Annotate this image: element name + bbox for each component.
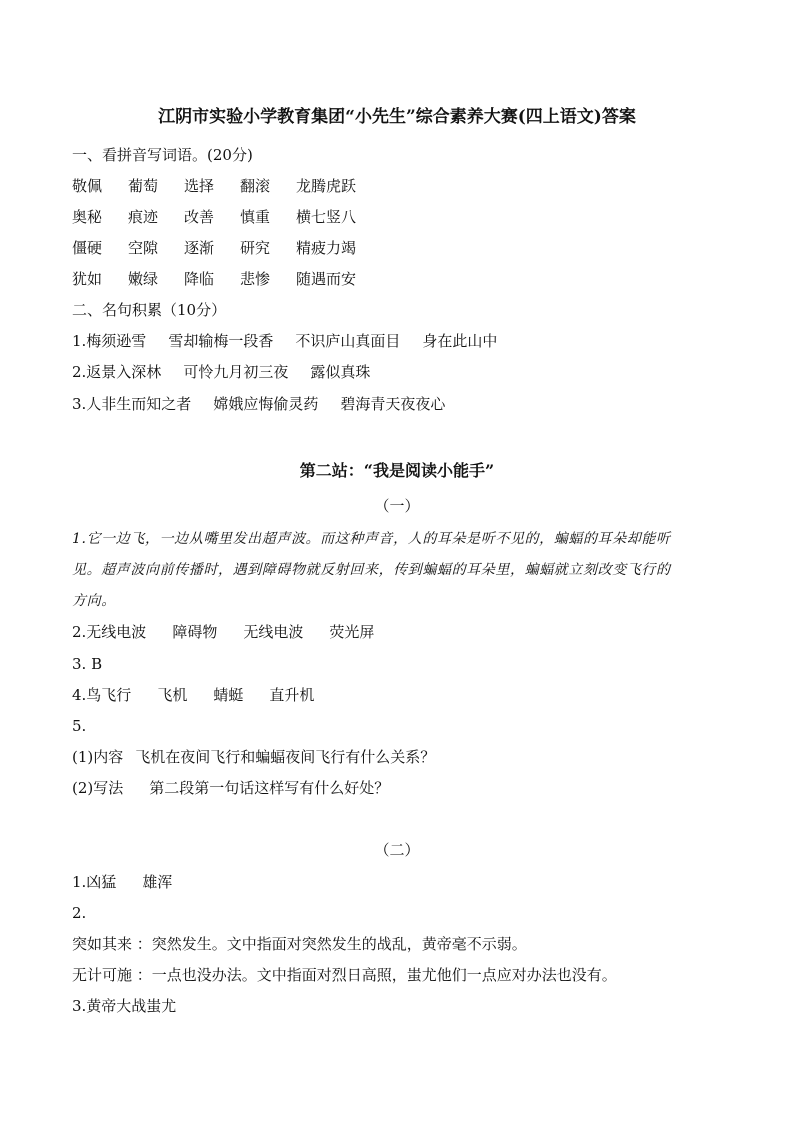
part1-q1-line-2: 见。超声波向前传播时，遇到障碍物就反射回来，传到蝙蝠的耳朵里，蝙蝠就立刻改变飞行的 <box>72 562 671 578</box>
section1-row-2 <box>72 207 356 227</box>
part1-label: （一） <box>374 497 420 515</box>
word: 研究 <box>240 239 271 257</box>
part1-q5b <box>72 778 389 798</box>
answer: 1.凶猛 <box>72 873 117 891</box>
answer: 雄浑 <box>142 873 173 891</box>
word: 僵硬 <box>72 239 103 257</box>
word: 空隙 <box>128 239 159 257</box>
section1-row-1 <box>72 176 356 196</box>
word: 翻滚 <box>240 177 271 195</box>
word: 龙腾虎跃 <box>296 177 357 195</box>
word: 随遇而安 <box>296 270 357 288</box>
part2-label: （二） <box>374 841 420 859</box>
section2-row-3 <box>72 394 445 414</box>
word: 精疲力竭 <box>296 239 357 257</box>
section2-row-2 <box>72 362 370 382</box>
answer: 直升机 <box>269 686 315 704</box>
label: (2)写法 <box>72 779 124 797</box>
document-title: 江阴市实验小学教育集团“小先生”综合素养大赛(四上语文)答案 <box>158 107 636 127</box>
word: 敬佩 <box>72 177 103 195</box>
section2-heading: 二、名句积累（10分） <box>72 301 227 319</box>
word: 奥秘 <box>72 208 103 226</box>
answer: 蜻蜓 <box>213 686 244 704</box>
word: 嫩绿 <box>128 270 159 288</box>
answer: 障碍物 <box>172 623 218 641</box>
phrase: 1.梅须逊雪 <box>72 332 147 350</box>
word: 痕迹 <box>128 208 159 226</box>
answer: 无线电波 <box>243 623 304 641</box>
phrase: 嫦娥应悔偷灵药 <box>213 395 319 413</box>
part1-q5a <box>72 747 435 767</box>
section1-row-4 <box>72 269 356 289</box>
word: 改善 <box>184 208 215 226</box>
part2-q3: 3.黄帝大战蚩尤 <box>72 997 177 1015</box>
answer: 飞机在夜间飞行和蝙蝠夜间飞行有什么关系？ <box>135 748 436 766</box>
part1-q1-line-3: 方向。 <box>72 593 116 609</box>
word: 葡萄 <box>128 177 159 195</box>
phrase: 3.人非生而知之者 <box>72 395 192 413</box>
word: 横七竖八 <box>296 208 357 226</box>
part2-q2: 2. <box>72 904 87 922</box>
phrase: 不识庐山真面目 <box>295 332 401 350</box>
station2-heading: 第二站：“我是阅读小能手” <box>299 461 495 480</box>
section2-row-1 <box>72 331 497 351</box>
part1-q3: 3. B <box>72 655 103 673</box>
part2-q2a: 突如其来 ：突然发生。文中指面对突然发生的战乱，黄帝毫不示弱。 <box>72 935 527 953</box>
part1-q2 <box>72 622 374 642</box>
answer: 第二段第一句话这样写有什么好处？ <box>149 779 390 797</box>
part1-q1-line-1: 1.它一边飞，一边从嘴里发出超声波。而这种声音，人的耳朵是听不见的，蝙蝠的耳朵却能听 <box>72 531 671 547</box>
word: 悲惨 <box>240 270 271 288</box>
word: 降临 <box>184 270 215 288</box>
section1-heading: 一、看拼音写词语。(20分) <box>72 146 253 164</box>
phrase: 身在此山中 <box>422 332 498 350</box>
phrase: 可怜九月初三夜 <box>183 363 289 381</box>
part1-q5: 5. <box>72 717 87 735</box>
part2-q1 <box>72 872 172 892</box>
part2-q2b: 无计可施 ：一点也没办法。文中指面对烈日高照，蚩尤他们一点应对办法也没有。 <box>72 966 617 984</box>
phrase: 露似真珠 <box>310 363 371 381</box>
word: 选择 <box>184 177 215 195</box>
part1-q4 <box>72 685 314 705</box>
phrase: 雪却输梅一段香 <box>168 332 274 350</box>
label: (1)内容 <box>72 748 124 766</box>
answer: 荧光屏 <box>329 623 375 641</box>
section1-row-3 <box>72 238 356 258</box>
answer: 飞机 <box>157 686 188 704</box>
answer: 2.无线电波 <box>72 623 147 641</box>
word: 逐渐 <box>184 239 215 257</box>
answer: 4.鸟飞行 <box>72 686 132 704</box>
word: 慎重 <box>240 208 271 226</box>
phrase: 2.返景入深林 <box>72 363 162 381</box>
word: 犹如 <box>72 270 103 288</box>
phrase: 碧海青天夜夜心 <box>340 395 446 413</box>
